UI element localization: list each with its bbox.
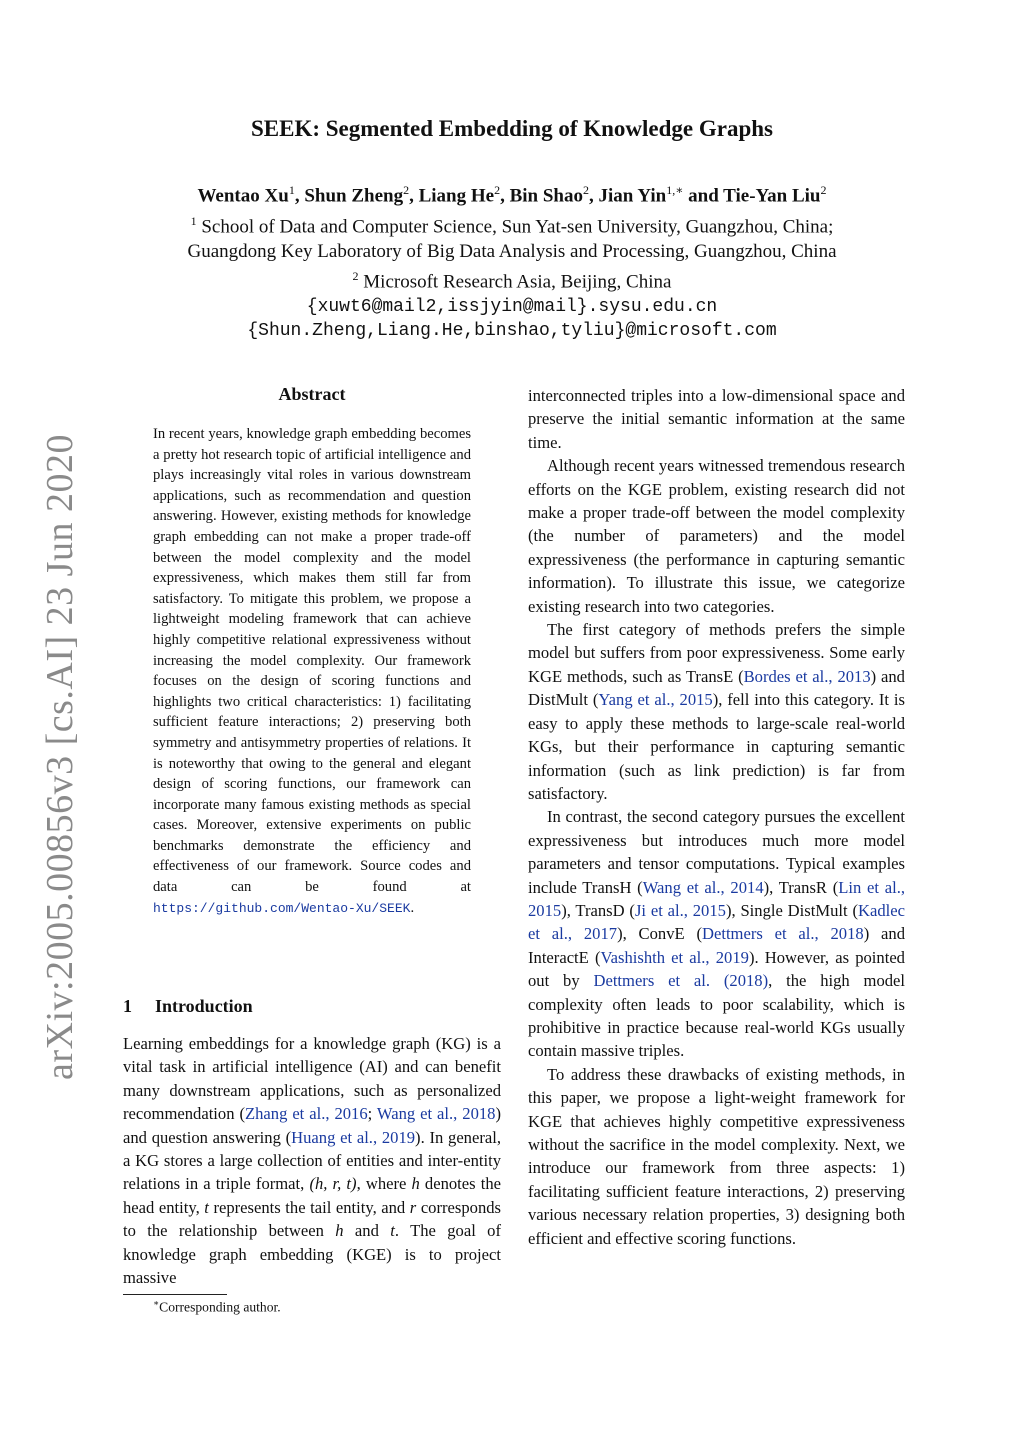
author-name: , Liang He <box>409 185 495 207</box>
citation-link[interactable]: Bordes et al., 2013 <box>743 666 871 686</box>
affiliation-mark: 1 <box>288 183 295 197</box>
footnote <box>153 1298 281 1316</box>
abstract-text: In recent years, knowledge graph embedding becomes a pretty hot research topic of artificial intelligence and plays increasingly vital roles in various downstream applications, such as recommendation and question answering. However, existing methods for knowledge graph embedding can not make a proper trade-off between the model complexity and the model expressiveness, which makes them still far from satisfactory. To mitigate this problem, we propose a lightweight modeling framework that can achieve highly competitive relational expressiveness without increasing the model complexity. Our framework focuses on the design of scoring functions and highlights two critical characteristics: 1) facilitating sufficient feature interactions; 2) preserving both symmetry and antisymmetry properties of relations. It is noteworthy that owing to the general and elegant design of scoring functions, our framework can incorporate many famous existing methods as special cases. Moreover, extensive experiments on public benchmarks demonstrate the efficiency and effectiveness of our framework. Source codes and data can be found at <box>153 426 471 896</box>
author-name: Wentao Xu <box>197 185 289 207</box>
left-column-text <box>123 1032 501 1289</box>
intro-paragraph-2: Although recent years witnessed tremendous research efforts on the KGE problem, existing research did not make a proper trade-off between the model complexity (the number of parameters) and the model expressiveness (the performance in capturing semantic information). To illustrate this issue, we categorize existing research into two categories. <box>528 456 905 616</box>
affiliation-mark: 2 <box>352 269 359 284</box>
affiliation-mark: 2 <box>820 183 827 197</box>
citation-link[interactable]: Lin et al., 2015 <box>528 877 905 920</box>
author-name: , Bin Shao <box>500 185 583 207</box>
text-run: denotes the head entity, <box>123 1174 502 1217</box>
affiliation-mark: 1,∗ <box>666 183 684 197</box>
math-expression: t <box>204 1197 209 1217</box>
text-run: ), Single DistMult ( <box>725 900 858 920</box>
text-run: corresponds to the relationship between <box>123 1197 501 1241</box>
intro-paragraph-3 <box>528 618 905 805</box>
citation-link[interactable]: Huang et al., 2019 <box>291 1127 416 1147</box>
text-run: In contrast, the second category pursues the excellent expressiveness but introduces much more model parameters and tensor computations. Typical examples include TransH ( <box>528 807 905 897</box>
email-line-2: {Shun.Zheng,Liang.He,binshao,tyliu}@microsoft.com <box>247 321 777 342</box>
math-expression: (h, r, t) <box>309 1174 357 1194</box>
math-expression: h <box>335 1221 344 1241</box>
affiliation-mark: 2 <box>403 183 410 197</box>
affiliation-2 <box>0 264 1024 295</box>
math-expression: t <box>390 1221 395 1241</box>
abstract-heading: Abstract <box>278 384 346 404</box>
text-run: The first category of methods prefers the simple model but suffers from poor expressiveness. Some early KGE methods, such as TransE ( <box>528 620 905 686</box>
text-run: ) and question answering ( <box>123 1104 501 1147</box>
text-run: and <box>343 1221 391 1241</box>
text-run: Learning embeddings for a knowledge graph (KG) is a vital task in artificial intelligence (AI) and can benefit many downstream applications, such as personalized recommendation ( <box>123 1034 501 1124</box>
affiliation-1 <box>0 209 1024 240</box>
footnote-text: Corresponding author. <box>159 1299 281 1315</box>
citation-link[interactable]: Kadlec et al., 2017 <box>528 900 905 944</box>
author-name: , Shun Zheng <box>294 185 404 207</box>
citation-link[interactable]: Ji et al., 2015 <box>634 900 726 920</box>
text-run: ) and InteractE ( <box>528 924 905 967</box>
author-name: and Tie-Yan Liu <box>683 185 821 207</box>
author-names <box>0 178 1024 209</box>
text-run: ), fell into this category. It is easy to apply these methods to large-scale real-world KGs, but their performance in capturing semantic information (such as link prediction) is far from satisfactory. <box>528 690 905 803</box>
author-name: , Jian Yin <box>588 185 667 207</box>
text-run: represents the tail entity, and <box>208 1197 410 1217</box>
intro-paragraph-1 <box>123 1032 501 1289</box>
footnote-mark: ∗ <box>153 1298 160 1308</box>
citation-link[interactable]: Zhang et al., 2016 <box>244 1104 368 1124</box>
affiliation-mark: 1 <box>190 213 197 228</box>
email-line-1: {xuwt6@mail2,issjyin@mail}.sysu.edu.cn <box>306 296 718 317</box>
affiliation-text: School of Data and Computer Science, Sun Yat-sen University, Guangzhou, China; <box>196 216 834 238</box>
affiliation-1-line2: Guangdong Key Laboratory of Big Data Analysis and Processing, Guangzhou, China <box>187 240 837 262</box>
intro-paragraph-continued: interconnected triples into a low-dimensional space and preserve the initial semantic information at the same time. <box>528 386 905 452</box>
text-run: , the high model complexity often leads to poor scalability, which is prohibitive in practice because real-world KGs usually contain massive triples. <box>528 971 906 1061</box>
affiliation-mark: 2 <box>494 183 501 197</box>
text-run: ; <box>367 1104 377 1124</box>
text-run: ) and DistMult ( <box>528 666 905 710</box>
intro-paragraph-4 <box>528 805 905 1062</box>
math-expression: h <box>411 1174 420 1194</box>
arxiv-identifier: arXiv:2005.00856v3 [cs.AI] 23 Jun 2020 <box>39 434 81 1080</box>
citation-link[interactable]: Dettmers et al. (2018) <box>593 971 769 991</box>
section-heading <box>123 996 253 1017</box>
text-run: ). In general, a KG stores a large collection of entities and inter-entity relations in a triple format, <box>123 1127 501 1194</box>
author-block <box>0 178 1024 344</box>
text-run: ), TransR ( <box>763 877 839 897</box>
affiliation-text: Microsoft Research Asia, Beijing, China <box>358 271 672 293</box>
text-run: ), ConvE ( <box>617 924 702 944</box>
text-run: ). However, as pointed out by <box>528 947 905 991</box>
code-url-link[interactable]: https://github.com/Wentao-Xu/SEEK <box>153 900 411 916</box>
abstract-end: . <box>410 899 415 916</box>
citation-link[interactable]: Vashishth et al., 2019 <box>600 947 749 967</box>
right-column-text <box>528 384 905 1250</box>
citation-link[interactable]: Yang et al., 2015 <box>598 690 713 710</box>
text-run: , where <box>356 1174 412 1194</box>
affiliation-mark: 2 <box>582 183 589 197</box>
text-run: . The goal of knowledge graph embedding (KGE) is to project massive <box>123 1221 501 1288</box>
abstract-body <box>153 424 471 919</box>
section-title: Introduction <box>155 996 253 1016</box>
citation-link[interactable]: Wang et al., 2014 <box>642 877 764 897</box>
intro-paragraph-5: To address these drawbacks of existing methods, in this paper, we propose a light-weight framework for KGE that achieves highly competitive expressiveness without the sacrifice in the model complexity. Next, we introduce our framework from three aspects: 1) facilitating sufficient feature interactions, 2) preserving various necessary relation properties, 3) designing both efficient and effective scoring functions. <box>528 1064 905 1248</box>
citation-link[interactable]: Dettmers et al., 2018 <box>701 924 864 944</box>
math-expression: r <box>409 1197 417 1217</box>
paper-title: SEEK: Segmented Embedding of Knowledge Graphs <box>250 116 774 141</box>
footnote-divider <box>123 1294 227 1295</box>
text-run: ), TransD ( <box>561 900 635 920</box>
citation-link[interactable]: Wang et al., 2018 <box>376 1104 496 1124</box>
section-number: 1 <box>123 996 132 1016</box>
